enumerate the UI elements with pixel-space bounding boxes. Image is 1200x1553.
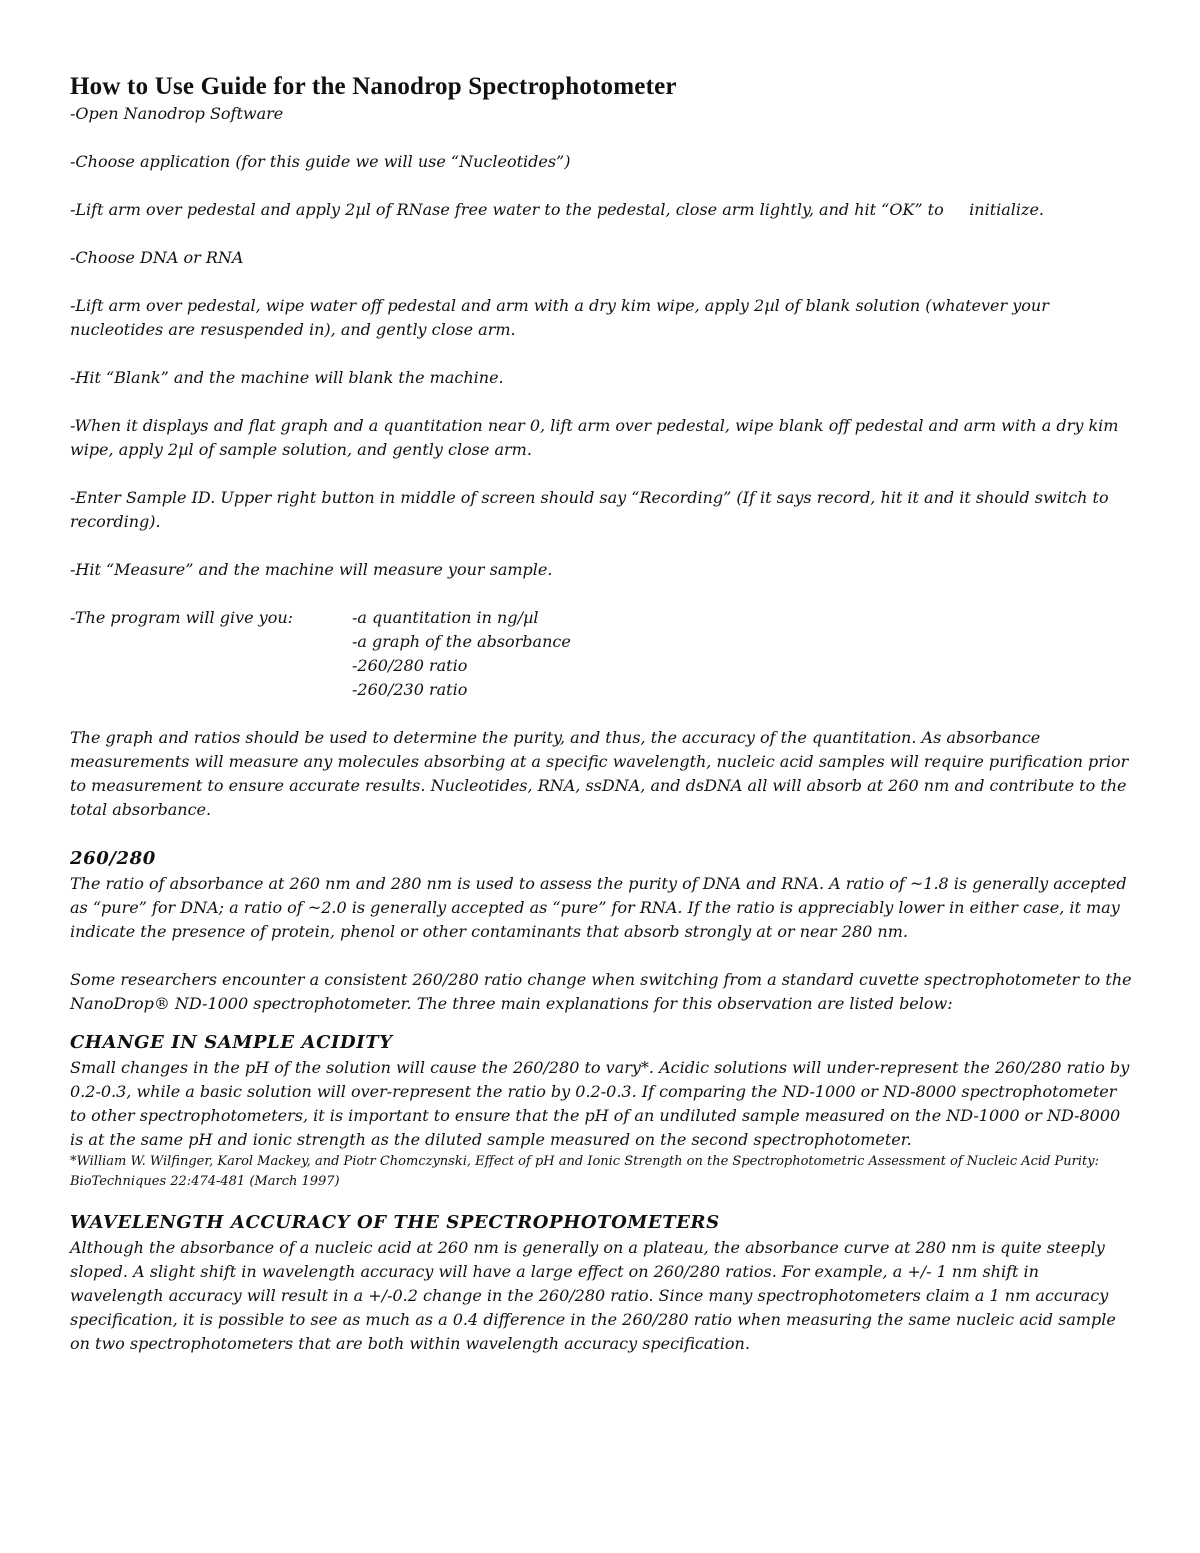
output-item: -a quantitation in ng/µl xyxy=(352,608,539,627)
step-apply-blank: -Lift arm over pedestal, wipe water off pedestal and arm with a dry kim wipe, apply 2µl of blank solution (whatever your nucleotides are resuspended in), and gently close arm. xyxy=(70,296,1049,339)
acidity-footnote: *William W. Wilfinger, Karol Mackey, and Piotr Chomczynski, Effect of pH and Ionic Strength on the Spectrophotometric Assessment of Nucleic Acid Purity: BioTechniques 22:474-481 (March 1997) xyxy=(70,1154,1099,1189)
section-heading-260-280: 260/280 xyxy=(70,848,156,869)
program-outputs xyxy=(70,606,1132,702)
step-choose-dna-rna: -Choose DNA or RNA xyxy=(70,248,244,267)
intro-paragraph: The graph and ratios should be used to determine the purity, and thus, the accuracy of the quantitation. As absorbance measurements will measure any molecules absorbing at a specific wavelength, nucleic acid samples will require purification prior to measurement to ensure accurate results. Nucleotides, RNA, ssDNA, and dsDNA all will absorb at 260 nm and contribute to the total absorbance. xyxy=(70,728,1129,819)
step-hit-blank: -Hit “Blank” and the machine will blank the machine. xyxy=(70,368,504,387)
document-page xyxy=(70,72,1132,1380)
section-heading-acidity: CHANGE IN SAMPLE ACIDITY xyxy=(70,1032,393,1053)
output-item: -a graph of the absorbance xyxy=(352,632,571,651)
step-open-software: -Open Nanodrop Software xyxy=(70,104,284,123)
output-item: -260/280 ratio xyxy=(352,656,468,675)
wavelength-paragraph: Although the absorbance of a nucleic acid at 260 nm is generally on a plateau, the absorbance curve at 280 nm is quite steeply sloped. A slight shift in wavelength accuracy will have a large effect on 260/280 ratios. For example, a +/- 1 nm shift in wavelength accuracy will result in a +/-0.2 change in the 260/280 ratio. Since many spectrophotometers claim a 1 nm accuracy specification, it is possible to see as much as a 0.4 difference in the 260/280 ratio when measuring the same nucleic acid sample on two spectrophotometers that are both within wavelength accuracy specification. xyxy=(70,1238,1116,1353)
step-hit-measure: -Hit “Measure” and the machine will measure your sample. xyxy=(70,560,553,579)
program-outputs-items xyxy=(352,606,571,702)
step-apply-sample: -When it displays and flat graph and a quantitation near 0, lift arm over pedestal, wipe blank off pedestal and arm with a dry kim wipe, apply 2µl of sample solution, and gently close arm. xyxy=(70,416,1119,459)
ratio-paragraph-1: The ratio of absorbance at 260 nm and 280 nm is used to assess the purity of DNA and RNA. A ratio of ~1.8 is generally accepted as “pure” for DNA; a ratio of ~2.0 is generally accepted as “pure” for RNA. If the ratio is appreciably lower in either case, it may indicate the presence of protein, phenol or other contaminants that absorb strongly at or near 280 nm. xyxy=(70,874,1127,941)
page-title: How to Use Guide for the Nanodrop Spectrophotometer xyxy=(70,73,677,100)
step-enter-sample-id: -Enter Sample ID. Upper right button in middle of screen should say “Recording” (If it says record, hit it and it should switch to recording). xyxy=(70,488,1109,531)
ratio-paragraph-2: Some researchers encounter a consistent 260/280 ratio change when switching from a standard cuvette spectrophotometer to the NanoDrop® ND-1000 spectrophotometer. The three main explanations for this observation are listed below: xyxy=(70,970,1132,1013)
output-item: -260/230 ratio xyxy=(352,680,468,699)
step-choose-application: -Choose application (for this guide we will use “Nucleotides”) xyxy=(70,152,571,171)
step-initialize: -Lift arm over pedestal and apply 2µl of RNase free water to the pedestal, close arm lightly, and hit “OK” to initialize. xyxy=(70,200,1045,219)
section-heading-wavelength: WAVELENGTH ACCURACY OF THE SPECTROPHOTOMETERS xyxy=(70,1212,720,1233)
program-outputs-label: -The program will give you: xyxy=(70,608,294,627)
acidity-paragraph: Small changes in the pH of the solution will cause the 260/280 to vary*. Acidic solutions will under-represent the 260/280 ratio by 0.2-0.3, while a basic solution will over-represent the ratio by 0.2-0.3. If comparing the ND-1000 or ND-8000 spectrophotometer to other spectrophotometers, it is important to ensure that the pH of an undiluted sample measured on the ND-1000 or ND-8000 is at the same pH and ionic strength as the diluted sample measured on the second spectrophotometer. xyxy=(70,1058,1130,1149)
